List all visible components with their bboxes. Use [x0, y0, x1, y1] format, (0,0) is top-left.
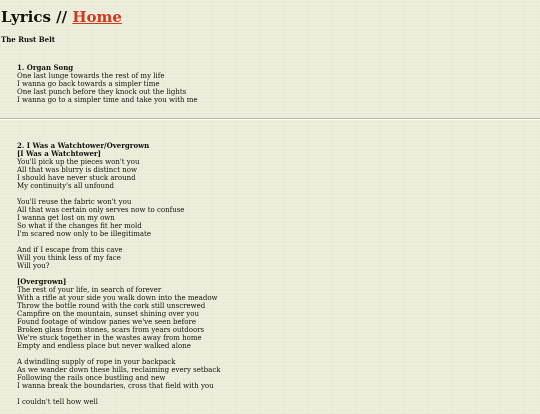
stanza	[17, 286, 221, 350]
lyric-line: One last lunge towards the rest of my life	[17, 72, 165, 80]
stanza	[17, 358, 221, 390]
lyric-line: The rest of your life, in search of forever	[17, 286, 162, 294]
lyric-line: One last punch before they knock out the lights	[17, 88, 187, 96]
lyric-line: I couldn't tell how well	[17, 398, 99, 406]
lyric-line: You'll reuse the fabric won't you	[17, 198, 132, 206]
lyric-line: All that was blurry is distinct now	[17, 166, 137, 174]
lyric-line: I wanna break the boundaries, cross that field with you	[17, 382, 214, 390]
lyric-line: Following the rails once bustling and new	[17, 374, 166, 382]
lyric-line: Will you?	[17, 262, 50, 270]
site-title-prefix: Lyrics //	[1, 8, 68, 26]
lyric-line: I wanna go back towards a simpler time	[17, 80, 160, 88]
lyric-line: Broken glass from stones, scars from years outdoors	[17, 326, 205, 334]
lyric-line: I wanna get lost on my own	[17, 214, 115, 222]
stanza	[17, 246, 221, 270]
site-title	[1, 8, 122, 26]
album-title: The Rust Belt	[1, 35, 55, 44]
lyric-line: With a rifle at your side you walk down into the meadow	[17, 294, 218, 302]
song-title: 2. I Was a Watchtower/Overgrown	[17, 141, 150, 150]
lyric-line: Will you think less of my face	[17, 254, 121, 262]
lyric-line: Empty and endless place but never walked alone	[17, 342, 191, 350]
lyric-line: I should have never stuck around	[17, 174, 136, 182]
lyric-line: So what if the changes fit her mold	[17, 222, 142, 230]
lyric-line: I'm scared now only to be illegitimate	[17, 230, 152, 238]
lyric-line: And if I escape from this cave	[17, 246, 123, 254]
home-link[interactable]: Home	[72, 8, 122, 26]
lyric-line: My continuity's all unfound	[17, 182, 115, 190]
section-label: [Overgrown]	[17, 277, 67, 286]
stanza	[17, 198, 221, 238]
section-label: [I Was a Watchtower]	[17, 149, 101, 158]
lyric-line: Campfire on the mountain, sunset shining over you	[17, 310, 199, 318]
song-watchtower-overgrown	[17, 142, 221, 414]
song-title: 1. Organ Song	[17, 63, 74, 72]
lyric-line: As we wander down these hills, reclaiming every setback	[17, 366, 221, 374]
stanza	[17, 158, 221, 190]
lyric-line: We're stuck together in the wastes away from home	[17, 334, 202, 342]
lyric-line: Throw the bottle round with the cork still unscrewed	[17, 302, 206, 310]
section-divider	[0, 118, 540, 120]
stanza	[17, 72, 198, 104]
lyric-line: A dwindling supply of rope in your backpack	[17, 358, 176, 366]
song-organ-song	[17, 64, 198, 112]
lyric-line: All that was certain only serves now to confuse	[17, 206, 185, 214]
lyric-line: You'll pick up the pieces won't you	[17, 158, 140, 166]
lyric-line: I wanna go to a simpler time and take you with me	[17, 96, 198, 104]
lyric-line: Found footage of window panes we've seen before	[17, 318, 196, 326]
